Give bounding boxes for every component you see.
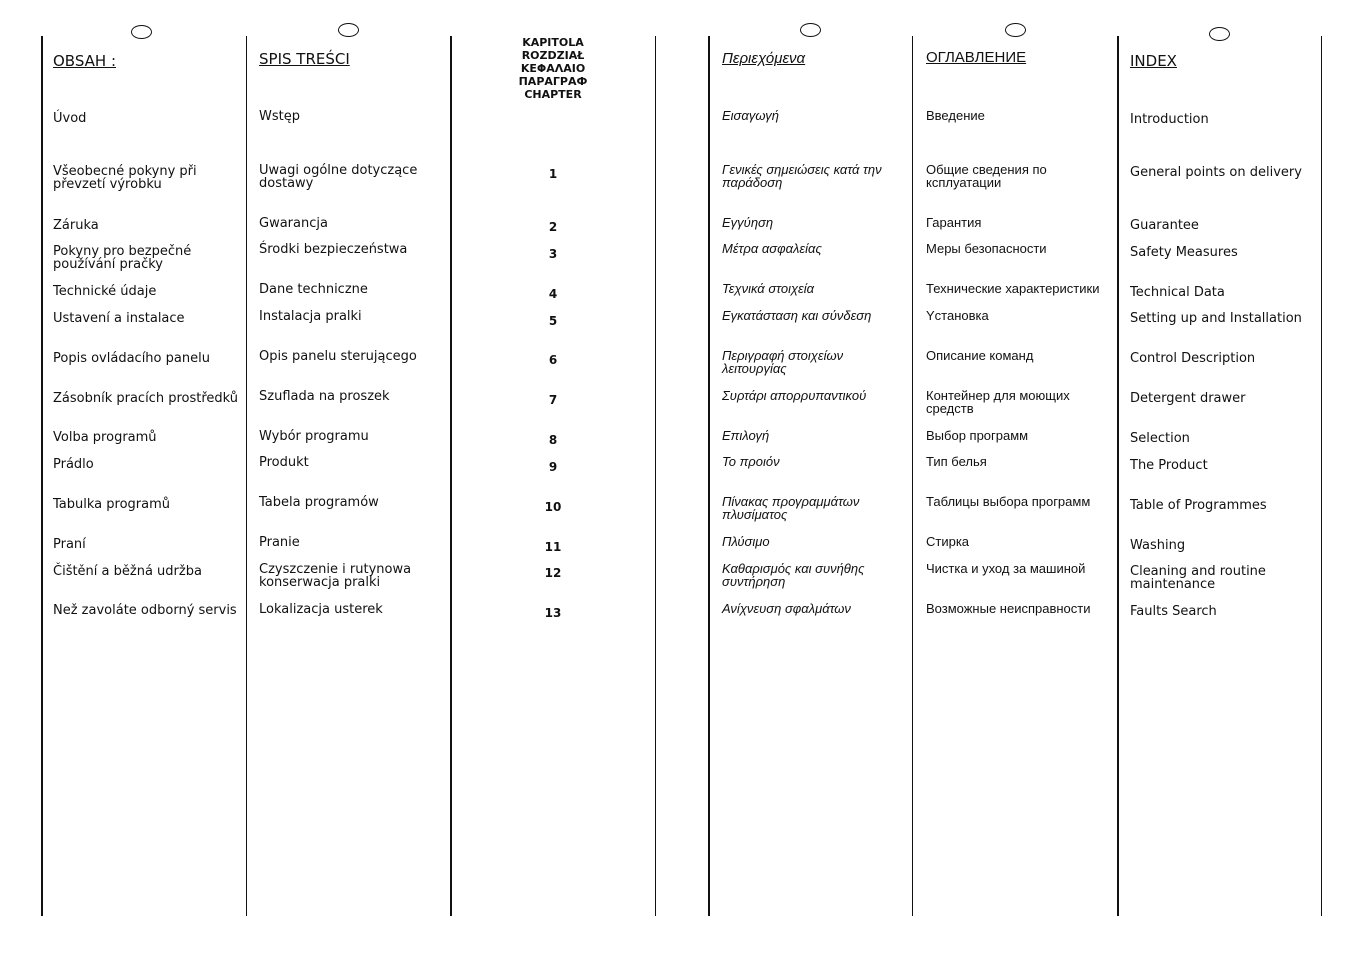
greek-item: Καθαρισμός και συνήθης συντήρηση <box>722 561 865 589</box>
czech-item: Než zavoláte odborný servis <box>53 603 237 618</box>
english-item: Setting up and Installation <box>1130 311 1302 326</box>
greek-item: Εγκατάσταση και σύνδεση <box>722 308 872 323</box>
chapter-number: 9 <box>548 460 558 474</box>
column-divider <box>1321 36 1322 916</box>
chapter-number: 4 <box>548 287 558 301</box>
greek-item: Μέτρα ασφαλείας <box>722 241 822 256</box>
greek-item: Γενικές σημειώσεις κατά την παράδοση <box>722 162 882 190</box>
greek-item: Πλύσιμο <box>722 534 770 549</box>
english-item: Control Description <box>1130 351 1256 366</box>
russian-item: Yстановка <box>926 308 989 323</box>
russian-item: Выбор программ <box>926 428 1029 443</box>
language-marker-oval <box>1209 27 1230 41</box>
language-marker-oval <box>800 23 821 37</box>
czech-item: Čištění a běžná udržba <box>53 564 202 579</box>
polish-item: Środki bezpieczeństwa <box>259 242 408 257</box>
english-item: Detergent drawer <box>1130 391 1246 406</box>
czech-heading: OBSAH : <box>53 52 116 70</box>
chapter-number: 3 <box>548 247 558 261</box>
english-item: General points on delivery <box>1130 165 1302 180</box>
polish-heading: SPIS TREŚCI <box>259 50 350 68</box>
greek-item: Ανίχνευση σφαλμάτων <box>722 601 851 616</box>
greek-heading: Περιεχόμενα <box>722 50 806 67</box>
russian-item: Тип белья <box>926 454 987 469</box>
czech-item: Zásobník pracích prostředků <box>53 391 239 406</box>
czech-item: Praní <box>53 537 86 552</box>
chapter-heading-line: ПАРАГРАФ <box>518 75 588 88</box>
czech-item: Volba programů <box>53 430 157 445</box>
russian-heading: ОГЛАВЛЕНИЕ <box>926 49 1027 66</box>
column-divider <box>246 36 247 916</box>
chapter-number: 8 <box>548 433 558 447</box>
polish-item: Produkt <box>259 455 309 470</box>
russian-item: Технические характеристики <box>926 281 1100 296</box>
greek-item: Το προιόν <box>722 454 780 469</box>
polish-item: Opis panelu sterującego <box>259 349 417 364</box>
russian-item: Описание команд <box>926 348 1034 363</box>
polish-item: Pranie <box>259 535 300 550</box>
russian-item: Стирка <box>926 534 970 549</box>
chapter-number: 13 <box>544 606 562 620</box>
chapter-heading <box>503 36 603 101</box>
czech-item: Tabulka programů <box>53 497 170 512</box>
polish-item: Dane techniczne <box>259 282 368 297</box>
greek-item: Τεχνικά στοιχεία <box>722 281 815 296</box>
russian-item: Чистка и уход за машиной <box>926 561 1086 576</box>
czech-item: Popis ovládacího panelu <box>53 351 210 366</box>
polish-item: Wybór programu <box>259 429 369 444</box>
czech-item: Záruka <box>53 218 99 233</box>
czech-item: Technické údaje <box>53 284 157 299</box>
chapter-number: 2 <box>548 220 558 234</box>
polish-item: Tabela programów <box>259 495 379 510</box>
greek-item: Επιλογή <box>722 428 770 443</box>
russian-item: Общие сведения по ксплуатации <box>926 162 1054 190</box>
greek-item: Εγγύηση <box>722 215 774 230</box>
chapter-heading-line: CHAPTER <box>524 88 582 101</box>
chapter-number: 5 <box>548 314 558 328</box>
english-item: Table of Programmes <box>1130 498 1267 513</box>
language-marker-oval <box>131 25 152 39</box>
english-item: The Product <box>1130 458 1208 473</box>
chapter-heading-line: KAPITOLA <box>522 36 584 49</box>
english-item: Washing <box>1130 538 1186 553</box>
czech-item: Pokyny pro bezpečné používání pračky <box>53 244 192 272</box>
column-divider <box>1117 36 1119 916</box>
language-marker-oval <box>1005 23 1026 37</box>
english-item: Guarantee <box>1130 218 1199 233</box>
chapter-number: 7 <box>548 393 558 407</box>
czech-item: Všeobecné pokyny při převzetí výrobku <box>53 164 197 192</box>
polish-item: Instalacja pralki <box>259 309 362 324</box>
column-divider <box>912 36 913 916</box>
greek-item: Περιγραφή στοιχείων λειτουργίας <box>722 348 844 376</box>
polish-item: Gwarancja <box>259 216 328 231</box>
russian-item: Таблицы выбора программ <box>926 494 1091 509</box>
czech-item: Prádlo <box>53 457 94 472</box>
chapter-number: 10 <box>544 500 562 514</box>
polish-item: Szuflada na proszek <box>259 389 390 404</box>
chapter-heading-line: ΚΕΦΑΛΑΙΟ <box>520 62 586 75</box>
greek-item: Συρτάρι απορρυπαντικού <box>722 388 867 403</box>
chapter-heading-line: ROZDZIAŁ <box>521 49 585 62</box>
english-item: Selection <box>1130 431 1190 446</box>
russian-item: Меры безопасности <box>926 241 1047 256</box>
language-marker-oval <box>338 23 359 37</box>
polish-item: Wstęp <box>259 109 300 124</box>
chapter-number: 12 <box>544 566 562 580</box>
greek-item: Εισαγωγή <box>722 108 779 123</box>
english-heading: INDEX <box>1130 52 1177 70</box>
english-item: Cleaning and routine maintenance <box>1130 564 1266 592</box>
russian-item: Гарантия <box>926 215 982 230</box>
english-item: Safety Measures <box>1130 245 1238 260</box>
russian-item: Введение <box>926 108 985 123</box>
polish-item: Lokalizacja usterek <box>259 602 383 617</box>
chapter-number: 1 <box>548 167 558 181</box>
column-divider <box>655 36 656 916</box>
greek-item: Πίνακας προγραμμάτων πλυσίματος <box>722 494 860 522</box>
czech-item: Úvod <box>53 111 87 126</box>
russian-item: Возможные неисправности <box>926 601 1091 616</box>
english-item: Faults Search <box>1130 604 1217 619</box>
english-item: Introduction <box>1130 112 1209 127</box>
column-divider <box>450 36 452 916</box>
chapter-number: 11 <box>544 540 562 554</box>
column-divider <box>708 36 710 916</box>
polish-item: Uwagi ogólne dotyczące dostawy <box>259 163 418 191</box>
czech-item: Ustavení a instalace <box>53 311 185 326</box>
column-divider <box>41 36 43 916</box>
russian-item: Контейнер для моющих средств <box>926 388 1070 416</box>
english-item: Technical Data <box>1130 285 1225 300</box>
polish-item: Czyszczenie i rutynowa konserwacja pralki <box>259 562 412 590</box>
chapter-number: 6 <box>548 353 558 367</box>
